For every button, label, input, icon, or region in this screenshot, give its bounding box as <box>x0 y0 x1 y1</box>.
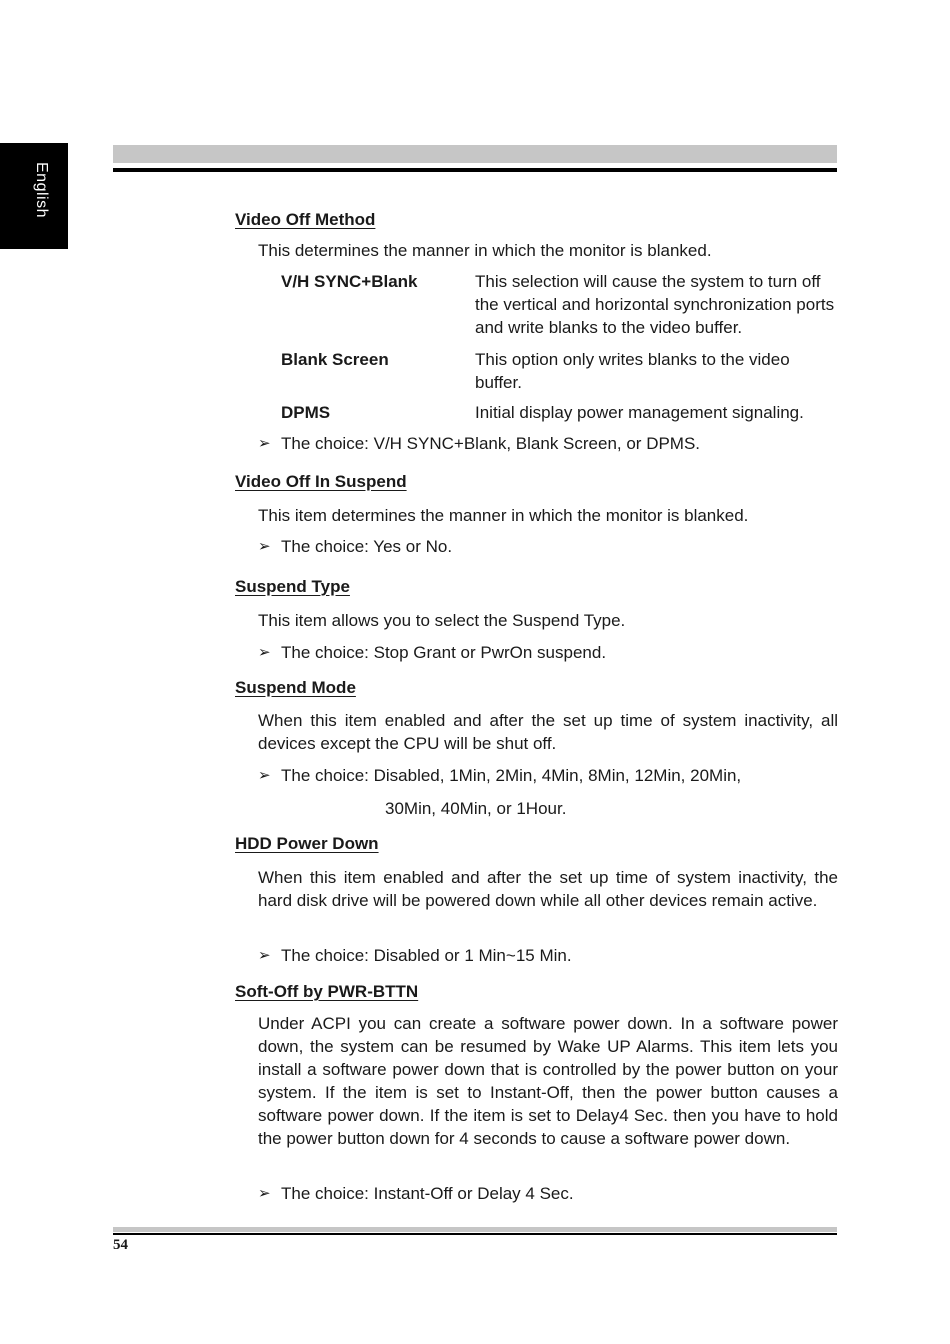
option-desc-dpms: Initial display power management signaling. <box>475 403 804 422</box>
header-gray-bar <box>113 145 837 163</box>
suspend-type-intro: This item allows you to select the Suspend Type. <box>258 611 626 630</box>
heading-video-off-method: Video Off Method <box>235 210 376 229</box>
option-name-dpms: DPMS <box>281 403 331 422</box>
heading-soft-off-by-pwr-bttn: Soft-Off by PWR-BTTN <box>235 982 419 1001</box>
arrow-bullet-icon: ➢ <box>258 435 271 452</box>
suspend-type-choice: The choice: Stop Grant or PwrOn suspend. <box>281 643 607 662</box>
option-desc-blank-screen: This option only writes blanks to the video buffer. <box>475 350 790 392</box>
footer-black-rule <box>113 1233 837 1235</box>
video-off-method-intro: This determines the manner in which the monitor is blanked. <box>258 241 712 260</box>
suspend-mode-choice-line2: 30Min, 40Min, or 1Hour. <box>385 799 567 818</box>
arrow-bullet-icon: ➢ <box>258 767 271 784</box>
side-tab-label: English <box>33 162 50 218</box>
hdd-power-down-intro: When this item enabled and after the set up time of system inactivity, the hard disk drive will be powered down while all other devices remain active. <box>258 868 838 910</box>
option-name-vh-sync-blank: V/H SYNC+Blank <box>281 272 418 291</box>
video-off-in-suspend-choice: The choice: Yes or No. <box>281 537 453 556</box>
suspend-mode-choice-line1: The choice: Disabled, 1Min, 2Min, 4Min, 8Min, 12Min, 20Min, <box>281 766 742 785</box>
header-black-rule <box>113 168 837 172</box>
footer-gray-bar <box>113 1227 837 1232</box>
soft-off-choice: The choice: Instant-Off or Delay 4 Sec. <box>281 1184 574 1203</box>
arrow-bullet-icon: ➢ <box>258 538 271 555</box>
soft-off-intro: Under ACPI you can create a software power down. In a software power down, the system can be resumed by Wake UP Alarms. This item lets you install a software power down that is controlled by the power button on your system. If the item is set to Instant-Off, then the power button causes a software power down. If the item is set to Delay4 Sec. then you have to hold the power button down for 4 seconds to cause a software power down. <box>258 1014 838 1148</box>
heading-video-off-in-suspend: Video Off In Suspend <box>235 472 407 491</box>
video-off-method-choice: The choice: V/H SYNC+Blank, Blank Screen, or DPMS. <box>281 434 701 453</box>
arrow-bullet-icon: ➢ <box>258 1185 271 1202</box>
option-name-blank-screen: Blank Screen <box>281 350 389 369</box>
arrow-bullet-icon: ➢ <box>258 644 271 661</box>
suspend-mode-intro: When this item enabled and after the set up time of system inactivity, all devices except the CPU will be shut off. <box>258 711 838 753</box>
heading-suspend-mode: Suspend Mode <box>235 678 356 697</box>
video-off-in-suspend-intro: This item determines the manner in which the monitor is blanked. <box>258 506 749 525</box>
page-number: 54 <box>113 1237 128 1253</box>
hdd-power-down-choice: The choice: Disabled or 1 Min~15 Min. <box>281 946 572 965</box>
arrow-bullet-icon: ➢ <box>258 947 271 964</box>
heading-hdd-power-down: HDD Power Down <box>235 834 379 853</box>
heading-suspend-type: Suspend Type <box>235 577 350 596</box>
option-desc-vh-sync-blank: This selection will cause the system to turn off the vertical and horizontal synchronization ports and write blanks to the video buffer. <box>475 272 835 337</box>
